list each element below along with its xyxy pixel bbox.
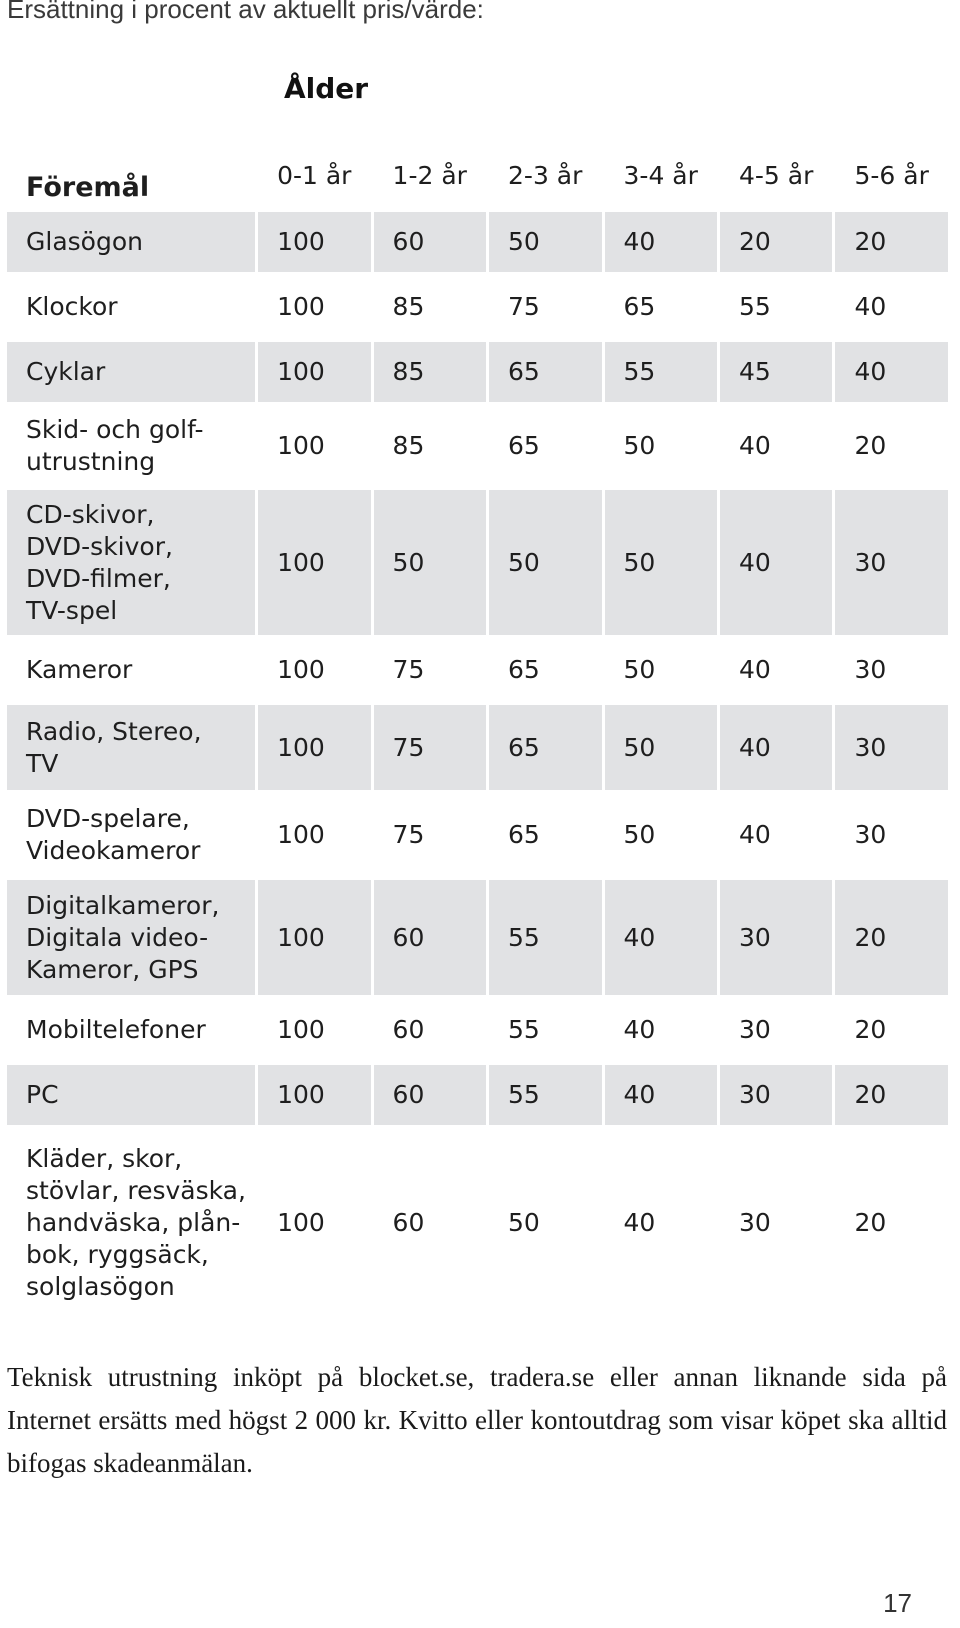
percent-cell: 55 [489,1065,601,1125]
percent-cell: 100 [258,705,370,790]
percent-cell: 50 [508,1207,540,1237]
percent-cell: 40 [605,212,717,272]
percent-cell: 55 [489,880,601,995]
percent-cell: 65 [489,342,601,402]
age-column-header: 0-1 år [277,160,352,190]
item-name-cell: Mobiltelefoner [26,1015,206,1044]
age-column-header: 4-5 år [739,160,814,190]
page-number: 17 [883,1588,912,1618]
percent-cell: 75 [508,292,540,321]
percent-cell: 40 [835,342,948,402]
percent-cell: 100 [258,212,370,272]
percent-cell: 85 [374,342,486,402]
percent-cell: 55 [739,292,771,321]
percent-cell: 30 [835,490,948,635]
percent-cell: 55 [605,342,717,402]
item-name-cell: PC [7,1065,255,1125]
age-column-header: 2-3 år [508,160,583,190]
percent-cell: 100 [277,655,325,684]
table-row [7,1000,948,1060]
percent-cell: 30 [720,880,832,995]
percent-cell: 100 [277,820,325,849]
percent-cell: 100 [277,1207,325,1237]
table-row [7,640,948,700]
percent-cell: 65 [508,820,540,849]
percent-cell: 40 [623,1207,656,1237]
intro-text: Ersättning i procent av aktuellt pris/värde: [7,0,484,24]
table-row [7,1130,948,1315]
percent-cell: 100 [258,1065,370,1125]
percent-cell: 100 [277,1015,325,1044]
table-row [7,407,948,485]
table-row [7,705,948,790]
age-heading: Ålder [284,72,369,105]
percent-cell: 20 [835,212,948,272]
percent-cell: 75 [374,705,486,790]
item-name-cell: Cyklar [7,342,255,402]
percent-cell: 40 [739,820,771,849]
age-column-header: 5-6 år [854,160,929,190]
percent-cell: 85 [392,292,425,321]
percent-cell: 50 [489,212,601,272]
percent-cell: 20 [854,1015,887,1044]
percent-cell: 65 [623,292,656,321]
percent-cell: 55 [508,1015,540,1044]
percent-cell: 30 [835,705,948,790]
item-name-cell: Klockor [26,292,118,321]
table-row [7,212,948,272]
percent-cell: 40 [720,705,832,790]
table-row [7,795,948,875]
table-row [7,490,948,635]
compensation-table [4,138,951,1320]
percent-cell: 60 [392,1015,425,1044]
percent-cell: 85 [392,431,425,460]
percent-cell: 40 [605,1065,717,1125]
percent-cell: 100 [258,490,370,635]
percent-cell: 100 [258,880,370,995]
age-column-header: 3-4 år [623,160,698,190]
percent-cell: 60 [392,1207,425,1237]
percent-cell: 75 [392,655,425,684]
percent-cell: 50 [623,655,656,684]
item-name-cell: Digitalkameror, Digitala video- Kameror, GPS [7,880,255,995]
percent-cell: 20 [720,212,832,272]
percent-cell: 40 [720,490,832,635]
percent-cell: 20 [835,1065,948,1125]
table-header-row [7,143,948,207]
percent-cell: 75 [392,820,425,849]
percent-cell: 40 [605,880,717,995]
percent-cell: 30 [739,1015,771,1044]
item-name-cell: Radio, Stereo, TV [7,705,255,790]
percent-cell: 60 [374,880,486,995]
item-name-cell: Kameror [26,655,133,684]
table-row [7,1065,948,1125]
percent-cell: 100 [277,431,325,460]
item-column-header: Föremål [26,172,150,203]
table-row [7,880,948,995]
item-name-cell: Glasögon [7,212,255,272]
age-column-header: 1-2 år [392,160,467,190]
percent-cell: 50 [623,431,656,460]
percent-cell: 60 [374,1065,486,1125]
percent-cell: 50 [605,490,717,635]
percent-cell: 20 [854,431,887,460]
table-row [7,342,948,402]
table-row [7,277,948,337]
percent-cell: 40 [739,655,771,684]
footnote-text: Teknisk utrustning inköpt på blocket.se, tradera.se eller annan liknande sida på Internet ersätts med högst 2 000 kr. Kvitto eller kontoutdrag som visar köpet ska alltid bifogas skadeanmälan. [7,1362,947,1478]
percent-cell: 50 [623,820,656,849]
percent-cell: 50 [489,490,601,635]
percent-cell: 65 [508,431,540,460]
percent-cell: 40 [623,1015,656,1044]
percent-cell: 50 [605,705,717,790]
percent-cell: 100 [277,292,325,321]
percent-cell: 60 [374,212,486,272]
item-name-cell: DVD-spelare, Videokameror [26,804,201,865]
percent-cell: 30 [720,1065,832,1125]
percent-cell: 30 [854,820,887,849]
percent-cell: 45 [720,342,832,402]
percent-cell: 30 [739,1207,771,1237]
percent-cell: 20 [854,1207,887,1237]
percent-cell: 20 [835,880,948,995]
percent-cell: 65 [489,705,601,790]
percent-cell: 50 [374,490,486,635]
percent-cell: 30 [854,655,887,684]
item-name-cell: Skid- och golf- utrustning [26,415,204,476]
percent-cell: 40 [739,431,771,460]
item-name-cell: Kläder, skor, stövlar, resväska, handväska, plån- bok, ryggsäck, solglasögon [26,1143,246,1301]
percent-cell: 100 [258,342,370,402]
percent-cell: 65 [508,655,540,684]
item-name-cell: CD-skivor, DVD-skivor, DVD-filmer, TV-spel [7,490,255,635]
percent-cell: 40 [854,292,887,321]
